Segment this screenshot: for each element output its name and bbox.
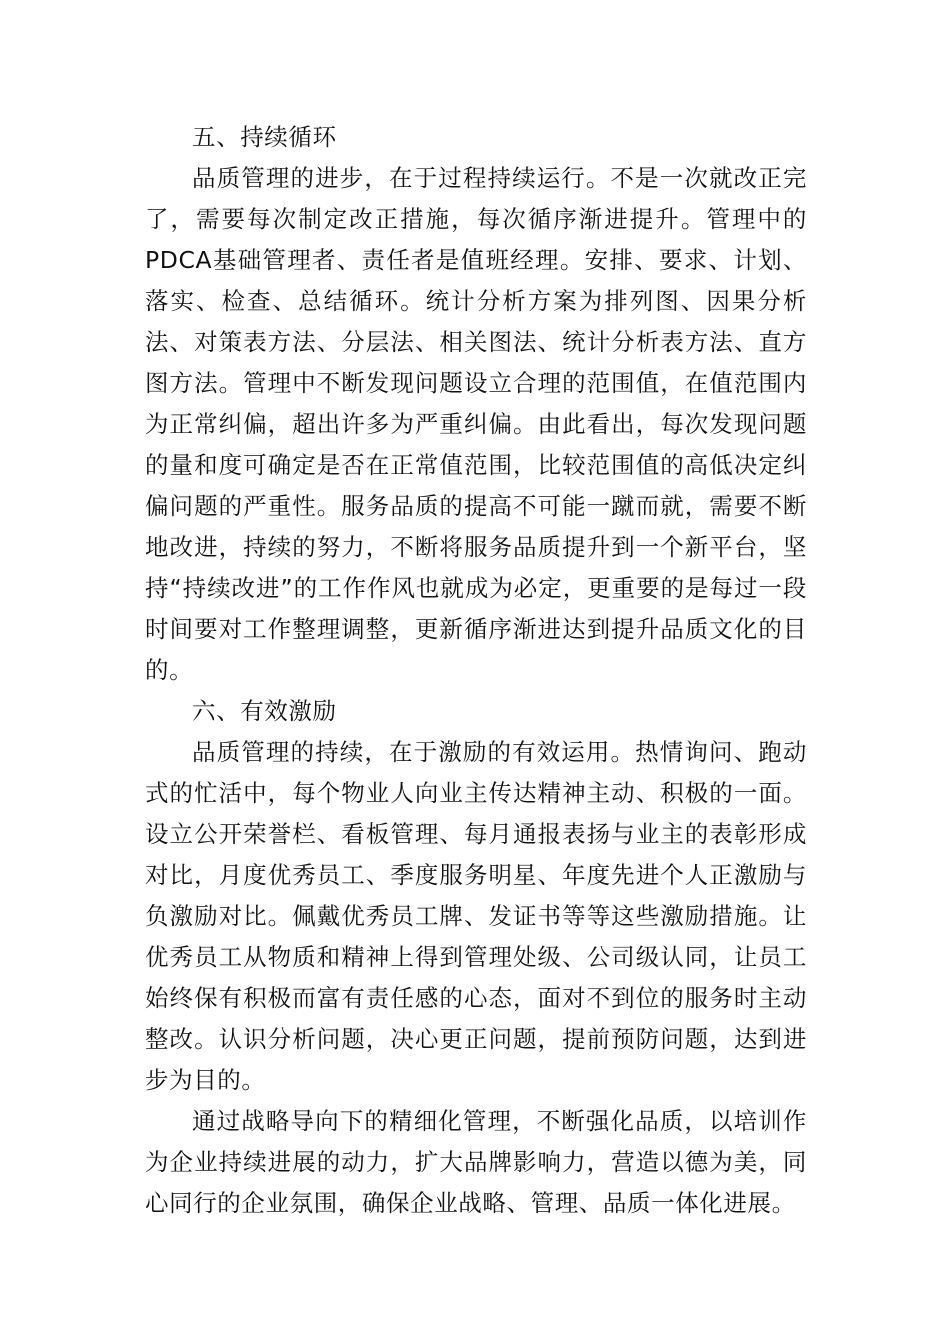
- section-heading-effective-incentive: 六、有效激励: [192, 697, 337, 725]
- paragraph-effective-incentive: 品质管理的持续，在于激励的有效运用。热情询问、跑动式的忙活中，每个物业人向业主传达精神主动、积极的一面。设立公开荣誉栏、看板管理、每月通报表扬与业主的表彰形成对比，月度优秀员工、季度服务明星、年度先进个人正激励与负激励对比。佩戴优秀员工牌、发证书等等这些激励措施。让优秀员工从物质和精神上得到管理处级、公司级认同，让员工始终保有积极而富有责任感的心态，面对不到位的服务时主动整改。认识分析问题，决心更正问题，提前预防问题，达到进步为目的。: [145, 738, 807, 1094]
- section-heading-continuous-cycle: 五、持续循环: [192, 123, 337, 151]
- paragraph-conclusion: 通过战略导向下的精细化管理，不断强化品质，以培训作为企业持续进展的动力，扩大品牌影响力，营造以德为美，同心同行的企业氛围，确保企业战略、管理、品质一体化进展。: [145, 1107, 807, 1217]
- document-body: [145, 117, 807, 1224]
- paragraph-continuous-cycle: 品质管理的进步，在于过程持续运行。不是一次就改正完了，需要每次制定改正措施，每次循序渐进提升。管理中的PDCA基础管理者、责任者是值班经理。安排、要求、计划、落实、检查、总结循环。统计分析方案为排列图、因果分析法、对策表方法、分层法、相关图法、统计分析表方法、直方图方法。管理中不断发现问题设立合理的范围值，在值范围内为正常纠偏，超出许多为严重纠偏。由此看出，每次发现问题的量和度可确定是否在正常值范围，比较范围值的高低决定纠偏问题的严重性。服务品质的提高不可能一蹴而就，需要不断地改进，持续的努力，不断将服务品质提升到一个新平台，坚持“持续改进”的工作作风也就成为必定，更重要的是每过一段时间要对工作整理调整，更新循序渐进达到提升品质文化的目的。: [145, 164, 807, 684]
